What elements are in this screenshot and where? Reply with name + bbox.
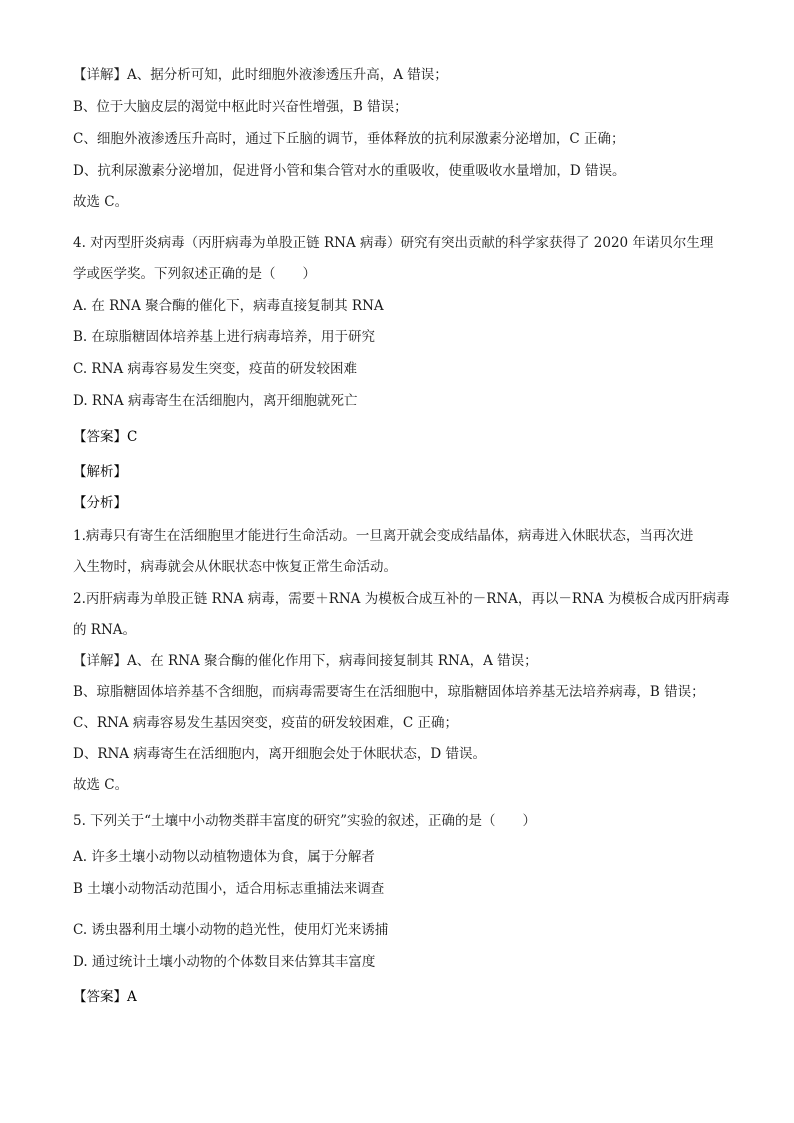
text-line: B、位于大脑皮层的渴觉中枢此时兴奋性增强，B 错误； [73,99,408,115]
option-b: B. 在琼脂糖固体培养基上进行病毒培养，用于研究 [73,329,376,345]
answer-label: 【答案】C [73,429,138,445]
text-line: 2.丙肝病毒为单股正链 RNA 病毒，需要＋RNA 为模板合成互补的－RNA，再以－RNA 为模板合成丙肝病毒 [73,591,730,607]
question-stem: 5. 下列关于“土壤中小动物类群丰富度的研究”实验的叙述，正确的是（ ） [73,813,536,829]
question-stem: 4. 对丙型肝炎病毒（丙肝病毒为单股正链 RNA 病毒）研究有突出贡献的科学家获得了 2020 年诺贝尔生理 [73,235,714,251]
text-line: 【详解】A、据分析可知，此时细胞外液渗透压升高，A 错误； [73,67,448,83]
option-b: B 土壤小动物活动范围小，适合用标志重捕法来调查 [73,881,385,897]
text-line: 的 RNA。 [73,622,137,638]
text-line: B、琼脂糖固体培养基不含细胞，而病毒需要寄生在活细胞中，琼脂糖固体培养基无法培养病毒，B 错误； [73,684,705,700]
option-c: C. 诱虫器利用土壤小动物的趋光性，使用灯光来诱捕 [73,922,389,938]
text-line: 故选 C。 [73,194,129,210]
text-line: C、RNA 病毒容易发生基因突变，疫苗的研发较困难，C 正确； [73,715,458,731]
option-d: D. 通过统计土壤小动物的个体数目来估算其丰富度 [73,954,376,970]
text-line: D、RNA 病毒寄生在活细胞内，离开细胞会处于休眠状态，D 错误。 [73,746,486,762]
text-line: C、细胞外液渗透压升高时，通过下丘脑的调节，垂体释放的抗利尿激素分泌增加，C 正确； [73,131,625,147]
option-a: A. 许多土壤小动物以动植物遗体为食，属于分解者 [73,849,375,865]
text-line: 故选 C。 [73,777,129,793]
option-a: A. 在 RNA 聚合酶的催化下，病毒直接复制其 RNA [73,298,384,314]
option-d: D. RNA 病毒寄生在活细胞内，离开细胞就死亡 [73,393,358,409]
answer-label: 【答案】A [73,989,137,1005]
analysis-subheading: 【分析】 [73,495,127,511]
question-stem: 学或医学奖。下列叙述正确的是（ ） [73,266,316,282]
text-line: 1.病毒只有寄生在活细胞里才能进行生命活动。一旦离开就会变成结晶体，病毒进入休眠状态，当再次进 [73,528,694,544]
text-line: 入生物时，病毒就会从休眠状态中恢复正常生命活动。 [73,559,397,575]
analysis-heading: 【解析】 [73,464,127,480]
text-line: D、抗利尿激素分泌增加，促进肾小管和集合管对水的重吸收，使重吸收水量增加，D 错误。 [73,163,626,179]
text-line: 【详解】A、在 RNA 聚合酶的催化作用下，病毒间接复制其 RNA，A 错误； [73,653,538,669]
option-c: C. RNA 病毒容易发生突变，疫苗的研发较困难 [73,361,357,377]
